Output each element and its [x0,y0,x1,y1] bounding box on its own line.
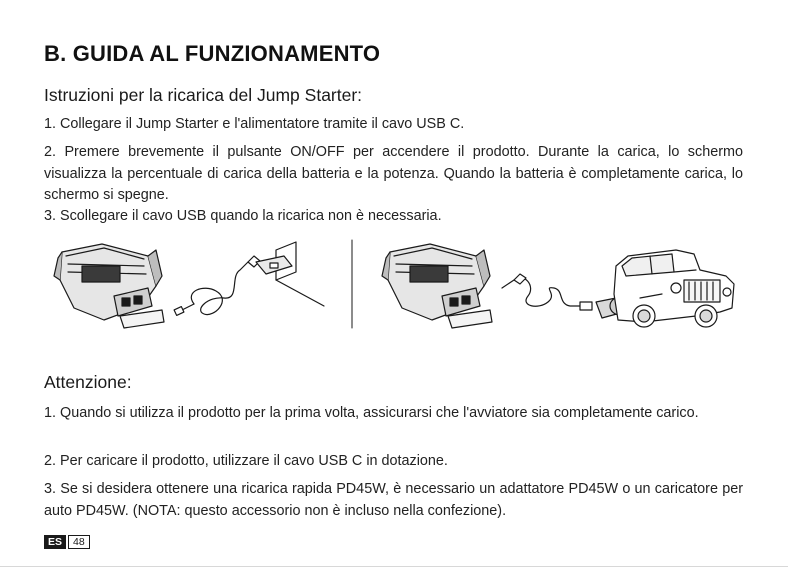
jump-starter-left [54,244,164,328]
bottom-divider [0,566,788,567]
suv-vehicle [614,250,734,327]
wall-outlet [256,242,324,306]
attention-item-2: 2. Per caricare il prodotto, utilizzare il cavo USB C in dotazione. [44,453,448,469]
charging-step-1: 1. Collegare il Jump Starter e l'alimentatore tramite il cavo USB C. [44,116,465,132]
usb-cable-left [174,256,260,315]
page-footer [44,535,90,549]
attention-heading: Attenzione: [44,372,132,392]
charging-heading: Istruzioni per la ricarica del Jump Starter: [44,85,363,105]
section-title: B. GUIDA AL FUNZIONAMENTO [44,41,381,66]
charging-step-2: 2. Premere brevemente il pulsante ON/OFF per accendere il prodotto. Durante la carica, lo schermo visualizza la percentuale di carica della batteria e la potenza. Quando la batteria è completamente carica, lo schermo si spegne. [44,144,743,203]
attention-item-3: 3. Se si desidera ottenere una ricarica rapida PD45W, è necessario un adattatore PD45W o un caricatore per auto PD45W. (NOTA: questo accessorio non è incluso nella confezione). [44,481,743,519]
charging-step-3: 3. Scollegare il cavo USB quando la ricarica non è necessaria. [44,208,442,224]
charging-illustration [44,236,744,336]
attention-item-1: 1. Quando si utilizza il prodotto per la prima volta, assicurarsi che l'avviatore sia completamente carico. [44,405,699,421]
usb-cable-right [502,274,592,310]
page-number: 48 [68,535,90,549]
language-badge: ES [44,535,66,549]
jump-starter-right [382,244,492,328]
